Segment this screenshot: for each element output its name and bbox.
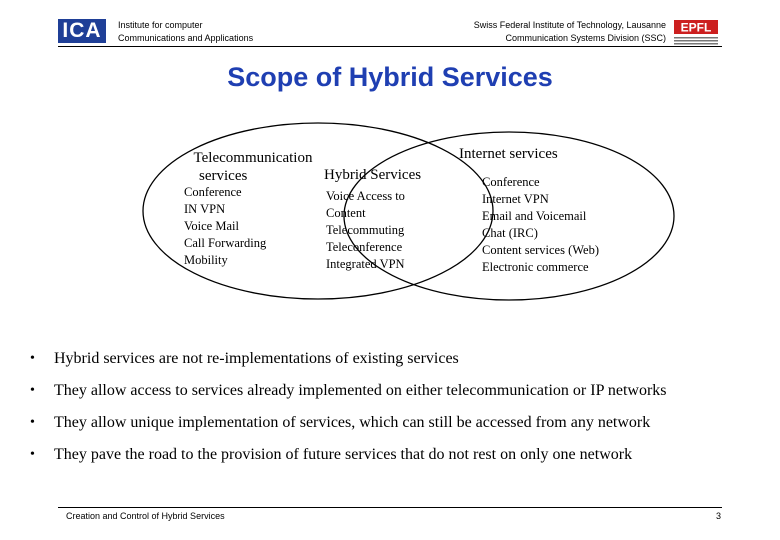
bullet-item	[30, 348, 770, 380]
internet-list	[482, 174, 599, 276]
internet-heading: Internet services	[459, 146, 558, 162]
list-item: Voice Mail	[184, 219, 239, 233]
institute-name-line-1: Institute for computer	[118, 20, 203, 30]
list-item: Conference	[482, 175, 540, 189]
hybrid-list	[326, 188, 405, 273]
list-item: Mobility	[184, 253, 228, 267]
bullet-marker: •	[30, 351, 35, 366]
university-name-line-1: Swiss Federal Institute of Technology, Lausanne	[473, 20, 666, 30]
telecom-heading-line-1: Telecommunication	[193, 150, 313, 166]
bullet-item	[30, 380, 770, 412]
list-item: IN VPN	[184, 202, 226, 216]
ica-logo: ICA	[58, 19, 106, 43]
university-name-line-2: Communication Systems Division (SSC)	[505, 33, 666, 43]
hybrid-heading: Hybrid Services	[324, 167, 422, 183]
list-item: Internet VPN	[482, 192, 549, 206]
list-item: Voice Access to	[326, 189, 405, 203]
list-item: Content	[326, 206, 366, 220]
footer-divider	[58, 507, 722, 508]
list-item: Conference	[184, 185, 242, 199]
list-item: Integrated VPN	[326, 257, 405, 271]
page-number: 3	[716, 511, 722, 521]
slide-title: Scope of Hybrid Services	[227, 62, 553, 92]
bullet-text: They pave the road to the provision of future services that do not rest on only one network	[54, 446, 633, 463]
list-item: Teleconference	[326, 240, 403, 254]
bullet-text: They allow access to services already implemented on either telecommunication or IP networks	[54, 382, 667, 399]
list-item: Content services (Web)	[482, 243, 600, 257]
bullet-item	[30, 412, 770, 444]
bullet-item	[30, 444, 770, 476]
list-item: Electronic commerce	[482, 260, 589, 274]
bullet-marker: •	[30, 383, 35, 398]
institute-name-line-2: Communications and Applications	[118, 33, 254, 43]
list-item: Email and Voicemail	[482, 209, 587, 223]
list-item: Chat (IRC)	[482, 226, 538, 240]
epfl-logo-text: EPFL	[680, 20, 712, 35]
telecom-heading-line-2: services	[199, 168, 248, 184]
bullet-text: They allow unique implementation of services, which can still be accessed from any network	[54, 414, 651, 431]
list-item: Telecommuting	[326, 223, 405, 237]
bullet-marker: •	[30, 447, 35, 462]
bullet-marker: •	[30, 415, 35, 430]
footer-title: Creation and Control of Hybrid Services	[66, 511, 225, 521]
telecom-heading	[183, 149, 323, 185]
bullet-text: Hybrid services are not re-implementations of existing services	[54, 350, 459, 367]
telecom-list	[184, 184, 266, 269]
list-item: Call Forwarding	[184, 236, 267, 250]
bullet-list	[30, 348, 770, 476]
